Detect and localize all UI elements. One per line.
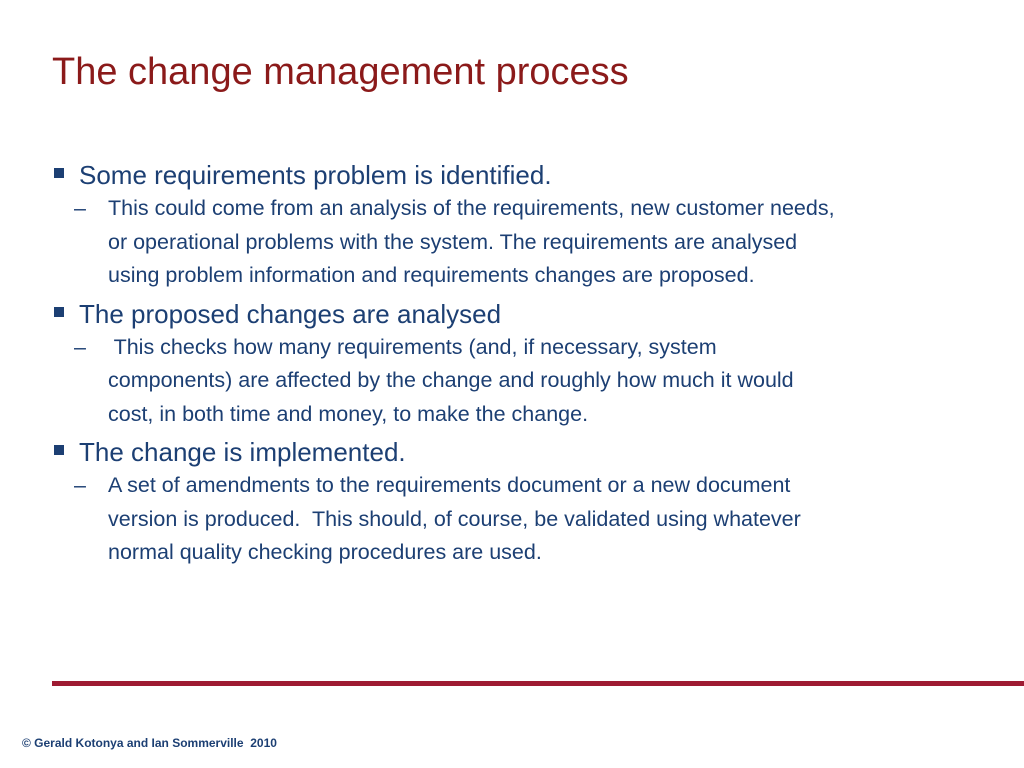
bullet-item	[52, 435, 992, 469]
bullet-text: The change is implemented.	[79, 437, 406, 467]
sub-bullet-line: version is produced. This should, of course, be validated using whatever	[108, 506, 801, 531]
sub-bullet-line: A set of amendments to the requirements document or a new document	[108, 473, 791, 497]
square-bullet-icon	[54, 168, 64, 178]
sub-bullet-line: or operational problems with the system. The requirements are analysed	[108, 229, 798, 254]
square-bullet-icon	[54, 307, 64, 317]
sub-bullet-line: This could come from an analysis of the requirements, new customer needs,	[108, 196, 835, 220]
bullet-text: Some requirements problem is identified.	[79, 160, 552, 190]
bullet-item	[52, 158, 992, 192]
divider-rule	[52, 681, 1024, 686]
dash-marker: –	[74, 473, 86, 497]
sub-bullet-item	[52, 331, 992, 432]
sub-bullet-line: components) are affected by the change and roughly how much it would	[108, 368, 794, 392]
bullet-list	[52, 158, 992, 574]
dash-marker: –	[74, 196, 86, 220]
slide-title: The change management process	[52, 51, 629, 93]
sub-bullet-item	[52, 192, 992, 293]
sub-bullet-line: using problem information and requirements changes are proposed.	[108, 263, 755, 287]
copyright-footer: © Gerald Kotonya and Ian Sommerville 2010	[22, 736, 277, 750]
sub-bullet-line: cost, in both time and money, to make the change.	[108, 401, 589, 426]
square-bullet-icon	[54, 445, 64, 455]
bullet-text: The proposed changes are analysed	[79, 298, 502, 329]
sub-bullet-item	[52, 469, 992, 570]
sub-bullet-line: normal quality checking procedures are used.	[108, 540, 542, 564]
sub-bullet-line: This checks how many requirements (and, if necessary, system	[108, 334, 717, 359]
dash-marker: –	[74, 334, 86, 359]
bullet-item	[52, 297, 992, 331]
